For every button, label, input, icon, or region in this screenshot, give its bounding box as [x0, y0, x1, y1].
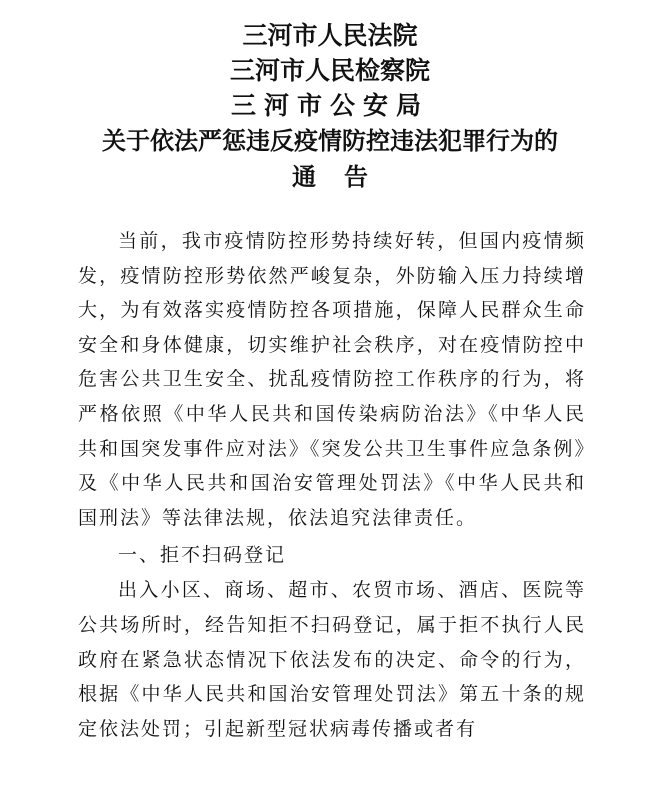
section-paragraph-1: 出入小区、商场、超市、农贸市场、酒店、医院等公共场所时，经告知拒不扫码登记，属于拒不执行人民政府在紧急状态情况下依法发布的决定、命令的行为，根据《中华人民共和国治安管理处罚法》第五十条的规定依法处罚；引起新型冠状病毒传播或者有	[78, 579, 586, 740]
intro-paragraph: 当前，我市疫情防控形势持续好转，但国内疫情频发，疫情防控形势依然严峻复杂，外防输入压力持续增大，为有效落实疫情防控各项措施，保障人民群众生命安全和身体健康，切实维护社会秩序，对在疫情防控中危害公共卫生安全、扰乱疫情防控工作秩序的行为，将严格依照《中华人民共和国传染病防治法》《中华人民共和国突发事件应对法》《突发公共卫生事件应急条例》及《中华人民共和国治安管理处罚法》《中华人民共和国刑法》等法律法规，依法追究法律责任。	[78, 230, 586, 529]
notice-subtitle: 通告	[292, 163, 396, 191]
notice-title: 关于依法严惩违反疫情防控违法犯罪行为的	[102, 127, 558, 155]
notice-body	[78, 224, 586, 746]
notice-header	[0, 18, 660, 195]
issuer-procuratorate: 三河市人民检察院	[229, 56, 430, 85]
section-heading-1: 一、拒不扫码登记	[118, 544, 287, 567]
issuer-public-security-bureau: 三河市公安局	[230, 91, 429, 120]
issuer-court: 三河市人民法院	[242, 21, 418, 50]
